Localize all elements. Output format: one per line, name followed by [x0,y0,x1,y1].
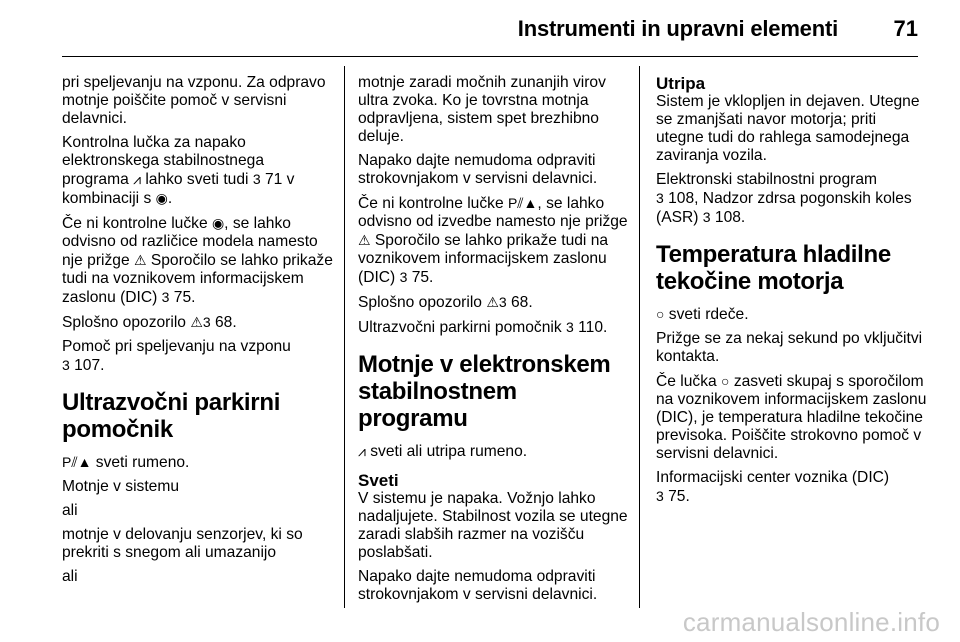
paragraph [656,372,928,463]
paragraph [62,214,334,307]
paragraph [62,338,334,375]
paragraph: ali [62,568,78,585]
text: lahko sveti tudi [140,171,253,188]
text: sveti rumeno. [91,454,190,471]
paragraph [62,134,334,208]
warning-triangle-icon: ⚠ [486,294,499,310]
text: zasveti skupaj s sporočilom na voznikovem informacijskem zaslonu (DIC), je temperatura hladilne tekočine previsoka. Poiščite strokovno pomoč v servisni delavnici. [656,373,927,462]
text: Sporočilo se lahko prikaže tudi na voznikovem informacijskem zaslonu (DIC) [358,232,609,286]
text: sveti rdeče. [664,306,749,323]
paragraph [358,293,630,312]
column-1 [62,74,334,592]
text: 108. [710,209,746,226]
warning-triangle-icon: ⚠ [133,252,147,268]
section-heading-parking-assist: Ultrazvočni parkirni pomočnik [62,389,281,443]
text: Kontrolna lučka za napako elektronskega stabilnostnega programa [62,134,264,188]
text: , se lahko odvisno od izvedbe namesto nje prižge [358,195,628,230]
paragraph: Prižge se za nekaj sekund po vključitvi kontakta. [656,330,923,365]
text: sveti ali utripa rumeno. [365,443,528,460]
text: Če ni kontrolne lučke [62,215,212,232]
text: 107. [69,357,105,374]
column-divider [639,66,640,608]
warning-triangle-icon: ⚠ [358,232,371,248]
text: 71 v kombinaciji s [62,171,295,207]
parking-assist-icon: P⫽▲ [507,195,538,211]
subheading-lit: Sveti [358,471,399,490]
text: . [167,190,173,207]
text: 75. [407,269,434,286]
paragraph [62,453,334,472]
paragraph: motnje v delovanju senzorjev, ki so prekriti s snegom ali umazanijo [62,526,303,561]
text: Pomoč pri speljevanju na vzponu [62,338,291,355]
warning-triangle-icon: ⚠ [190,314,203,330]
coolant-temperature-icon: ○ [656,306,665,322]
page-reference-arrow-icon: 3 [656,488,664,504]
subheading-flashing: Utripa [656,74,706,93]
text: Če lučka [656,373,722,390]
text: 68. [210,314,237,331]
text: 108, Nadzor zdrsa pogonskih koles (ASR) [656,190,912,226]
paragraph [656,171,928,227]
page-number: 71 [893,16,918,41]
text: 68. [506,294,533,311]
column-3 [656,74,928,512]
text: , se lahko odvisno od različice modela namesto nje prižge [62,215,318,269]
page-reference-arrow-icon: 3 [202,314,211,330]
text: Splošno opozorilo [62,314,191,331]
parking-assist-icon: P⫽▲ [62,454,92,470]
page-reference-arrow-icon: 3 [252,171,261,187]
page-reference-arrow-icon: 3 [399,269,408,285]
paragraph: Napako dajte nemudoma odpraviti strokovnjakom v servisni delavnici. [358,568,598,603]
section-heading-coolant-temperature: Temperatura hladilne tekočine motorja [656,241,891,295]
page-reference-arrow-icon: 3 [566,319,574,335]
page-reference-arrow-icon: 3 [656,190,664,206]
text: Splošno opozorilo [358,294,487,311]
paragraph: Napako dajte nemudoma odpraviti strokovnjakom v servisni delavnici. [358,152,598,187]
column-divider [344,66,345,608]
page-reference-arrow-icon: 3 [702,209,711,225]
text: Elektronski stabilnostni program [656,171,878,188]
text: Sporočilo se lahko prikaže tudi na voznikovem informacijskem zaslonu (DIC) [62,252,333,306]
paragraph [656,305,928,324]
page-reference-arrow-icon: 3 [498,294,507,310]
text: 75. [169,289,196,306]
paragraph [62,313,334,332]
paragraph: V sistemu je napaka. Vožnjo lahko nadaljujete. Stabilnost vozila se utegne zaradi slabših razmer na vozišču poslabšati. [358,490,628,561]
text: Ultrazvočni parkirni pomočnik [358,319,566,336]
paragraph: motnje zaradi močnih zunanjih virov ultra zvoka. Ko je tovrstna motnja odpravljena, sistem spet brezhibno deluje. [358,74,606,145]
section-heading-esp-faults: Motnje v elektronskem stabilnostnem programu [358,351,611,432]
esp-warning-icon: ⩘ [133,171,141,187]
tc-indicator-icon: ◉ [155,190,168,206]
paragraph [656,469,928,506]
paragraph [358,318,630,337]
tc-indicator-icon: ◉ [211,215,225,231]
coolant-temperature-icon: ○ [721,373,730,389]
paragraph: ali [62,502,78,519]
column-2 [358,74,630,610]
text: Informacijski center voznika (DIC) [656,469,890,486]
paragraph [358,194,630,287]
text: 75. [663,488,690,505]
esp-warning-icon: ⩘ [358,443,366,459]
page-reference-arrow-icon: 3 [161,289,170,305]
page-header [62,0,918,57]
paragraph: Sistem je vklopljen in dejaven. Utegne se zmanjšati navor motorja; priti utegne tudi do rahlega samodejnega zaviranja vozila. [656,93,920,164]
page-title: Instrumenti in upravni elementi [517,16,838,41]
text: Če ni kontrolne lučke [358,195,508,212]
watermark: carmanualsonline.info [682,607,940,637]
page-reference-arrow-icon: 3 [62,357,70,373]
paragraph: pri speljevanju na vzponu. Za odpravo motnje poiščite pomoč v servisni delavnici. [62,74,326,127]
text: 110. [573,319,608,336]
paragraph: Motnje v sistemu [62,478,179,495]
paragraph [358,442,630,461]
